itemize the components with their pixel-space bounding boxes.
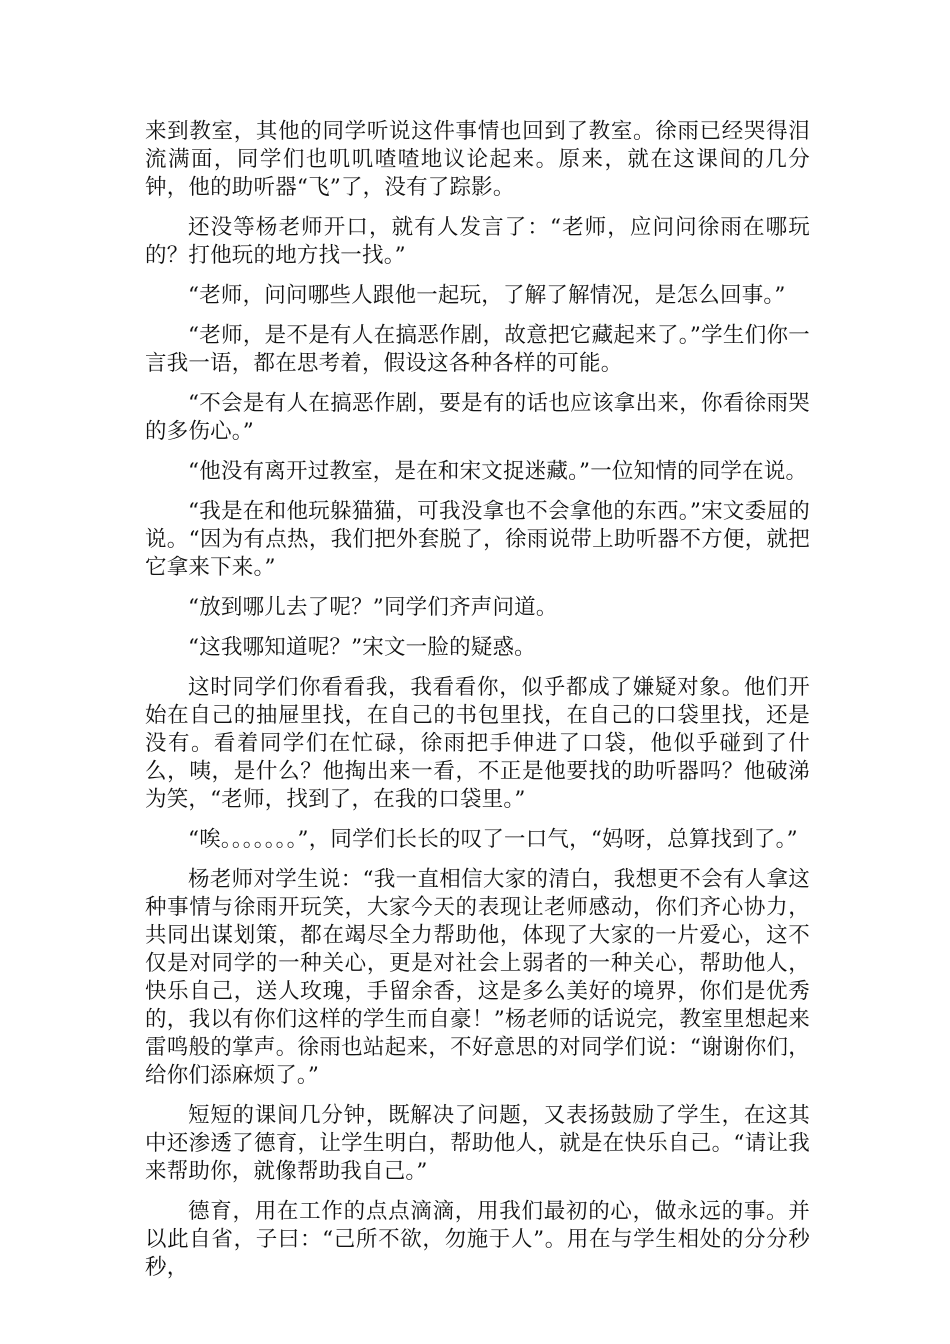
paragraph-14: 德育，用在工作的点点滴滴，用我们最初的心，做永远的事。并以此自省，子曰：“己所不欲，勿施于人”。用在与学生相处的分分秒秒， bbox=[145, 1199, 810, 1280]
paragraph-2: 还没等杨老师开口，就有人发言了：“老师，应问问徐雨在哪玩的？打他玩的地方找一找。” bbox=[145, 215, 810, 268]
paragraph-7: “我是在和他玩躲猫猫，可我没拿也不会拿他的东西。”宋文委屈的说。“因为有点热，我们把外套脱了，徐雨说带上助听器不方便，就把它拿来下来。” bbox=[145, 499, 810, 580]
paragraph-4: “老师，是不是有人在搞恶作剧，故意把它藏起来了。”学生们你一言我一语，都在思考着，假设这各种各样的可能。 bbox=[145, 323, 810, 376]
paragraph-6: “他没有离开过教室，是在和宋文捉迷藏。”一位知情的同学在说。 bbox=[188, 459, 808, 484]
paragraph-13: 短短的课间几分钟，既解决了问题，又表扬鼓励了学生，在这其中还渗透了德育，让学生明白，帮助他人，就是在快乐自己。“请让我来帮助你，就像帮助我自己。” bbox=[145, 1103, 810, 1184]
paragraph-3: “老师，问问哪些人跟他一起玩，了解了解情况，是怎么回事。” bbox=[188, 283, 786, 308]
paragraph-1: 来到教室，其他的同学听说这件事情也回到了教室。徐雨已经哭得泪流满面，同学们也叽叽喳喳地议论起来。原来，就在这课间的几分钟，他的助听器“飞”了，没有了踪影。 bbox=[145, 119, 810, 200]
paragraph-11: “唉。。。。。。。”，同学们长长的叹了一口气，“妈呀，总算找到了。” bbox=[188, 827, 798, 852]
paragraph-8: “放到哪儿去了呢？”同学们齐声问道。 bbox=[188, 595, 558, 620]
paragraph-12: 杨老师对学生说：“我一直相信大家的清白，我想更不会有人拿这种事情与徐雨开玩笑，大家今天的表现让老师感动，你们齐心协力，共同出谋划策，都在竭尽全力帮助他，体现了大家的一片爱心，这不仅是对同学的一种关心，更是对社会上弱者的一种关心，帮助他人，快乐自己，送人玫瑰，手留余香，这是多么美好的境界，你们是优秀的，我以有你们这样的学生而自豪！”杨老师的话说完，教室里想起来雷鸣般的掌声。徐雨也站起来，不好意思的对同学们说：“谢谢你们，给你们添麻烦了。” bbox=[145, 867, 810, 1088]
document-body bbox=[145, 118, 810, 1294]
paragraph-5: “不会是有人在搞恶作剧，要是有的话也应该拿出来，你看徐雨哭的多伤心。” bbox=[145, 391, 810, 444]
paragraph-10: 这时同学们你看看我，我看看你，似乎都成了嫌疑对象。他们开始在自己的抽屉里找，在自己的书包里找，在自己的口袋里找，还是没有。看着同学们在忙碌，徐雨把手伸进了口袋，他似乎碰到了什么，咦，是什么？他掏出来一看，不正是他要找的助听器吗？他破涕为笑，“老师，找到了，在我的口袋里。” bbox=[145, 675, 810, 812]
paragraph-9: “这我哪知道呢？”宋文一脸的疑惑。 bbox=[188, 635, 536, 660]
